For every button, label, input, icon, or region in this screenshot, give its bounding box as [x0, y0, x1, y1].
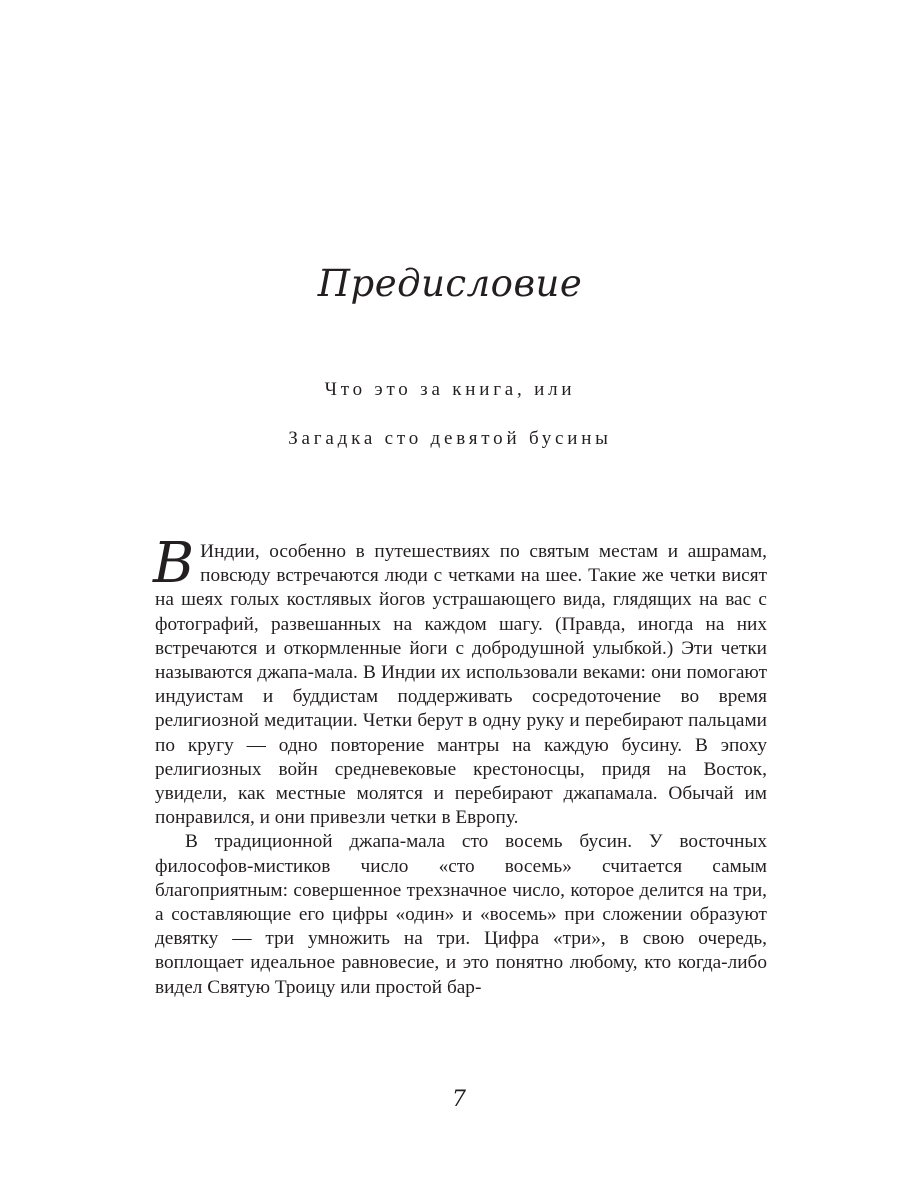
page-number: 7 — [452, 1087, 466, 1112]
body-text — [153, 531, 767, 1000]
paragraph-1 — [153, 531, 767, 830]
chapter-subtitle-line-1: Что это за книга, или — [324, 379, 576, 400]
chapter-subtitle-line-2: Загадка сто девятой бусины — [288, 428, 612, 449]
paragraph-1-text: Индии, особенно в путешествиях по святым местам и ашрамам, повсюду встречаются люди с четками на шее. Такие же четки висят на шеях голых костлявых йогов устрашающего вида, глядящих на вас с фотографий, развешанных на каждом шагу. (Правда, иногда на них встречаются и откормленные йоги с добродушной улыбкой.) Эти четки называются джапа-мала. В Индии их использовали веками: они помогают индуистам и буддистам поддерживать сосредоточение во время религиозной медитации. Четки берут в одну руку и перебирают пальцами по кругу — одно повторение мантры на каждую бусину. В эпоху религиозных войн средневековые крестоносцы, придя на Восток, увидели, как местные молятся и перебирают джапамала. Обычай им понравился, и они привезли четки в Европу. — [155, 541, 767, 829]
paragraph-2: В традиционной джапа-мала сто восемь бусин. У восточных философов-мистиков число «сто восемь» считается самым благоприятным: совершенное трехзначное число, которое делится на три, а составляющие его цифры «один» и «восемь» при сложении образуют девятку — три умножить на три. Цифра «три», в свою очередь, воплощает идеальное равновесие, и это понятно любому, кто когда-либо видел Святую Троицу или простой бар- — [155, 831, 767, 998]
chapter-title: Предисловие — [317, 262, 583, 305]
drop-cap: В — [153, 531, 195, 596]
